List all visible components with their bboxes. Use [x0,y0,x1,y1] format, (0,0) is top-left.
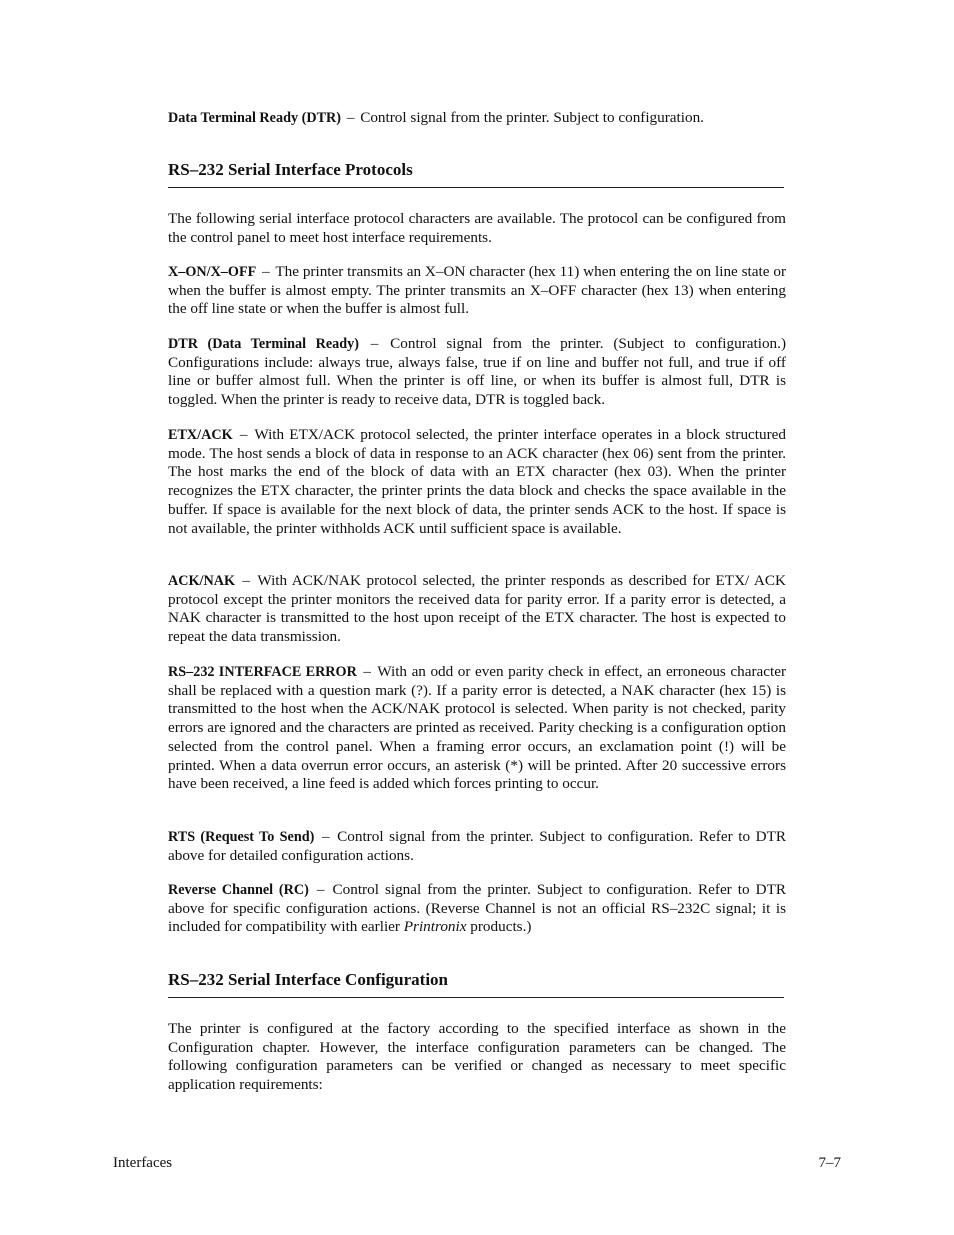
section-heading-protocols: RS–232 Serial Interface Protocols [168,160,784,188]
term: ACK/NAK [168,573,235,589]
paragraph-text: The printer transmits an X–ON character (hex 11) when entering the on line state or when the buffer is almost empty. The printer transmits an X–OFF character (hex 13) when entering the off line state or when the buffer is almost full. [168,263,786,318]
configuration-paragraph: The printer is configured at the factory according to the specified interface as shown in the Configuration chapter. However, the interface configuration parameters can be changed. The following configuration parameters can be verified or changed as necessary to meet specific application requirements: [168,1020,786,1094]
term: DTR (Data Terminal Ready) [168,336,359,352]
term: X–ON/X–OFF [168,264,257,280]
dash: – [363,663,371,680]
paragraph-text: Control signal from the printer. Subject to configuration. Refer to DTR above for detailed configuration actions. [168,828,786,864]
brand-name: Printronix [403,918,467,936]
footer-chapter-title: Interfaces [113,1155,173,1171]
rts-paragraph [168,828,786,865]
protocols-intro-paragraph: The following serial interface protocol characters are available. The protocol can be configured from the control panel to meet host interface requirements. [168,210,786,246]
dash: – [370,335,379,352]
dash: – [239,426,248,443]
dash: – [316,881,325,898]
dash: – [321,828,330,845]
section-heading-configuration: RS–232 Serial Interface Configuration [168,970,784,998]
dtr-paragraph [168,335,786,410]
footer-page-number: 7–7 [818,1155,841,1171]
xon-xoff-paragraph [168,263,786,319]
dash: – [242,572,251,589]
paragraph-text: With an odd or even parity check in effect, an erroneous character shall be replaced with a question mark (?). If a parity error is detected, a NAK character (hex 15) is transmitted to the host when the ACK/NAK protocol is selected. When parity is not checked, parity errors are ignored and the characters are printed as received. Parity checking is a configuration option selected from the control panel. When a framing error occurs, an exclamation point (!) will be printed. When a data overrun error occurs, an asterisk (*) will be printed. After 20 successive errors have been received, a line feed is added which forces printing to occur. [168,663,786,793]
term: RTS (Request To Send) [168,829,315,845]
paragraph-text: Control signal from the printer. Subject to configuration. [360,109,704,126]
paragraph-text: With ETX/ACK protocol selected, the printer interface operates in a block structured mode. The host sends a block of data in response to an ACK character (hex 06) sent from the printer. The host marks the end of the block of data with an ETX character (hex 03). When the printer recognizes the ETX character, the printer prints the data block and checks the space available in the buffer. If space is available for the next block of data, the printer sends ACK to the host. If space is not available, the printer withholds ACK until sufficient space is available. [168,426,787,537]
paragraph-text: Control signal from the printer. Subject to configuration. Refer to DTR above for specific configuration actions. (Reverse Channel is not an official RS–232C signal; it is included for compatibility with earlier [168,881,787,936]
paragraph-text: Control signal from the printer. (Subject to configuration.) Configurations include: always true, always false, true if on line and buffer not full, and true if off line or buffer almost full. When the printer is off line, or when its buffer is almost full, DTR is toggled. When the printer is ready to receive data, DTR is toggled back. [168,335,786,409]
term: Reverse Channel (RC) [168,882,309,898]
paragraph-text-end: products.) [466,918,532,936]
term: ETX/ACK [168,427,233,443]
ack-nak-paragraph [168,572,786,647]
term: RS–232 INTERFACE ERROR [168,664,357,680]
dash: – [262,263,270,280]
dtr-intro-paragraph [168,109,786,128]
interface-error-paragraph [168,663,786,794]
reverse-channel-paragraph [168,881,786,937]
etx-ack-paragraph [168,426,786,538]
dash: – [346,109,355,126]
paragraph-text: With ACK/NAK protocol selected, the printer responds as described for ETX/ ACK protocol except the printer monitors the received data for parity error. If a parity error is detected, a NAK character is transmitted to the host upon receipt of the ETX character. The host is expected to repeat the data transmission. [168,572,786,646]
term: Data Terminal Ready (DTR) [168,110,342,126]
